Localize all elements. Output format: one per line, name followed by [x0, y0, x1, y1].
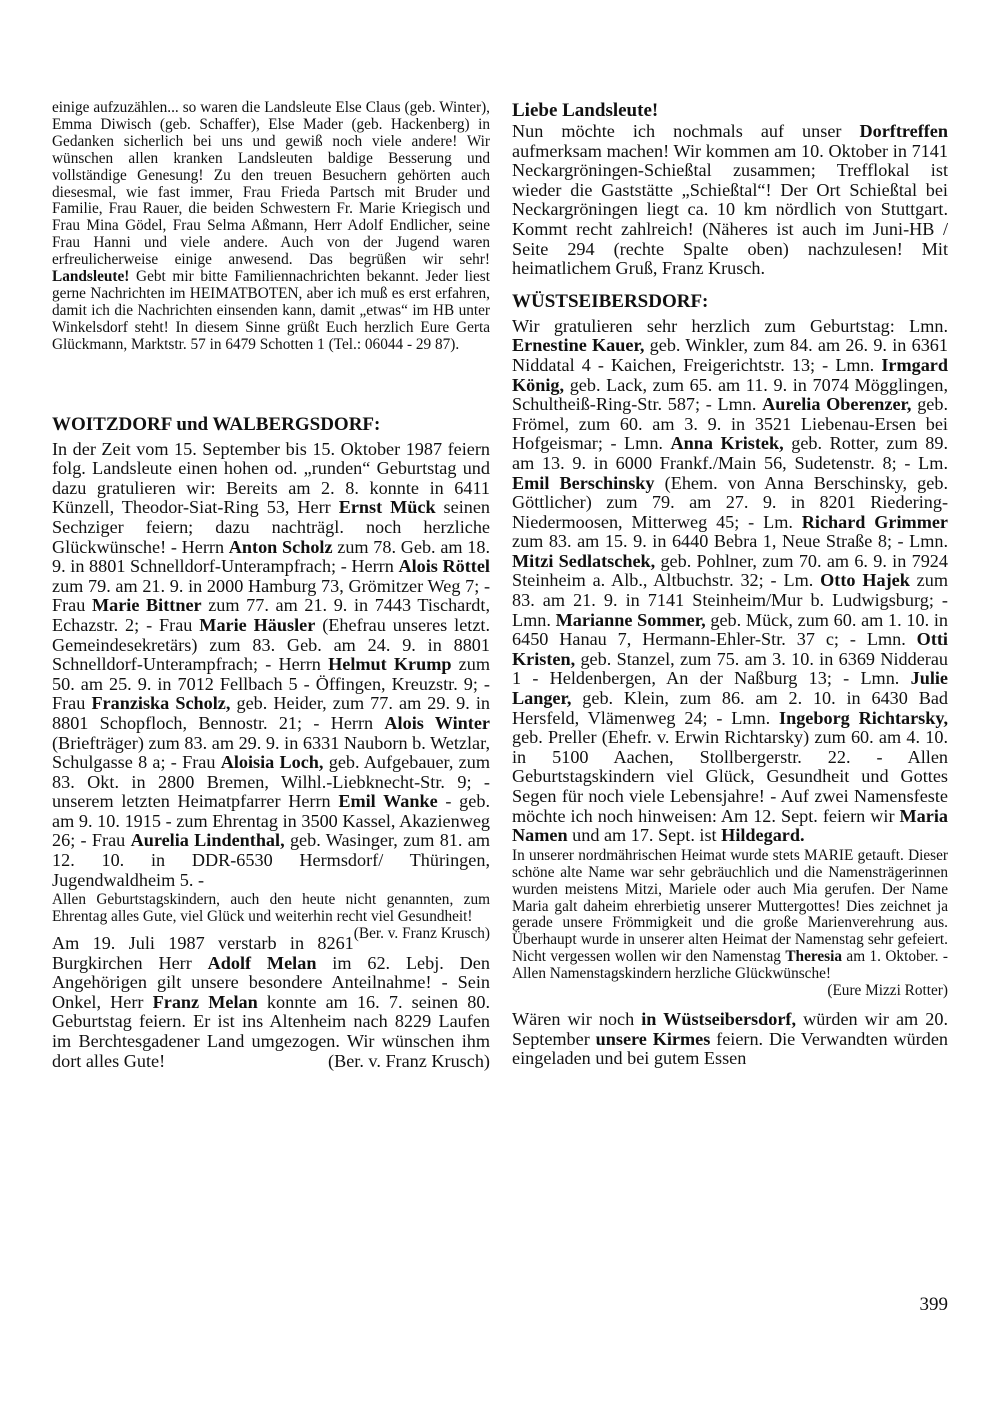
- text-run: In unserer nordmährischen Heimat wurde stets MARIE getauft. Dieser schöne alte Name war sehr gebräuchlich und die Namensträgerinnen wurden meistens Mitzi, Mariele oder auch Mia gerufen. Der Name Maria galt daheim ehrerbietig unserer Muttergottes! Dies zeichnet ja gerade unsere Frömmigkeit und die große Marienverehrung aus. Überhaupt wurde in unserer alten Heimat der Namenstag sehr gefeiert. Nicht vergessen wollen wir den Namenstag: [512, 846, 948, 966]
- kirmes-paragraph: [512, 1010, 948, 1069]
- bold-name-run: Marie Bittner: [91, 595, 202, 616]
- text-run: aufmerksam machen! Wir kommen am 10. Oktober in 7141 Neckargröningen-Schießtal zusammen; Trefflokal ist wieder die Gaststätte „Schießtal“! Der Ort Schießtal bei Neckargröningen liegt ca. 10 km nördlich von Stuttgart. Kommt recht zahlreich! (Näheres ist auch im Juni-HB / Seite 294 (rechte Spalte oben) nachzulesen! Mit heimatlichem Gruß, Franz Krusch.: [512, 140, 948, 279]
- text-run: In der Zeit vom 15. September bis 15. Oktober 1987 feiern folg. Landsleute einen hohen od. „runden“ Geburtstag und dazu gratulieren wir: Bereits am 2. 8. konnte in 6411 Künzell, Theodor-Siat-Ring 53, Herr: [52, 438, 490, 518]
- text-run: (Briefträger) zum 83. am 29. 9. in 6331 Nauborn b. Wetzlar, Schulgasse 8 a; - Frau: [52, 732, 490, 773]
- text-run: Wären wir noch: [512, 1008, 642, 1029]
- bold-name-run: Maria Namen: [512, 805, 948, 846]
- text-run: geb. Klein, zum 86. am 2. 10. in 6430 Bad Hersfeld, Vlämenweg 24; - Lmn.: [512, 688, 948, 728]
- text-run: würden wir am 20. September: [512, 1008, 949, 1049]
- bold-name-run: Hildegard.: [721, 825, 805, 846]
- bold-name-run: Aurelia Oberenzer,: [762, 394, 912, 415]
- text-run: zum 78. Geb. am 18. 9. in 8801 Schnelldorf-Unterampfrach; - Herrn: [52, 536, 490, 577]
- text-run: im 62. Lebj. Den Angehörigen gilt unsere besondere Anteilnahme! - Sein Onkel, Herr: [52, 952, 490, 1012]
- left-column: [52, 100, 490, 1071]
- bold-name-run: Marie Häusler: [199, 614, 316, 635]
- text-run: geb. Lack, zum 65. am 11. 9. in 7074 Mögglingen, Schultheiß-Ring-Str. 587; - Lmn.: [512, 374, 948, 415]
- bold-name-run: Aurelia Lindenthal,: [130, 830, 285, 851]
- text-run: feiern. Die Verwandten würden eingeladen und bei gutem Essen: [512, 1028, 948, 1069]
- marie-name-day-paragraph: [512, 848, 948, 983]
- text-run: geb. Frömel, zum 60. am 3. 9. in 3521 Liebenau-Ersen bei Hofgeismar; - Lmn.: [512, 394, 948, 454]
- bold-name-run: Mitzi Sedlatschek,: [512, 550, 656, 571]
- bold-name-run: Irmgard König,: [512, 354, 948, 395]
- winkelsdorf-report-paragraph: [52, 100, 490, 354]
- text-run: Nun möchte ich nochmals auf unser: [512, 121, 860, 141]
- text-run: (Ehem. von Anna Berschinsky, geb. Göttlicher) zum 79. am 27. 9. in 8201 Riedering-Niedermoosen, Mitterweg 45; - Lm.: [512, 472, 948, 532]
- text-run: und am 17. Sept. ist: [567, 825, 722, 846]
- melan-obituary-paragraph: [52, 934, 490, 1071]
- text-run: zum 79. am 21. 9. in 2000 Hamburg 73, Grömitzer Weg 7; - Frau: [52, 575, 490, 616]
- mizzi-rotter-credit: (Eure Mizzi Rotter): [827, 982, 948, 1000]
- text-run: seinen Sechziger feiern; dazu nachträgl. noch herzliche Glückwünsche! - Herrn: [52, 497, 491, 557]
- wuestseibersdorf-heading: WÜSTSEIBERSDORF:: [512, 290, 709, 312]
- text-run: zum 77. am 21. 9. in 7443 Tischardt, Echazstr. 2; - Frau: [52, 595, 490, 635]
- bold-name-run: Emil Wanke: [338, 791, 438, 812]
- text-run: geb. Heider, zum 77. am 29. 9. in 8801 Schopfloch, Bennostr. 21; - Herrn: [52, 693, 491, 733]
- bold-name-run: unsere Kirmes: [595, 1028, 711, 1049]
- right-column: [512, 100, 948, 1069]
- bold-name-run: Dorftreffen: [859, 121, 948, 141]
- text-run: (Ehefrau unseres letzt. Gemeindesekretärs) zum 83. Geb. am 24. 9. in 8801 Schnelldorf-Unterampfrach; - Herrn: [52, 614, 490, 675]
- bold-name-run: Adolf Melan: [207, 952, 317, 973]
- text-run: zum 83. am 15. 9. in 6440 Bebra 1, Neue Straße 8; - Lmn.: [512, 531, 948, 552]
- text-run: Gebt mir bitte Familiennachrichten bekannt. Jeder liest gerne Nachrichten im HEIMATBOTEN, aber ich muß es erst erfahren, damit ich die Nachrichten einsenden kann, damit „etwas“ im HB unter Winkelsdorf steht! In diesem Sinne grüßt Euch herzlich Eure Gerta Glückmann, Marktstr. 57 in 6479 Schotten 1 (Tel.: 06044 - 29 87).: [52, 268, 490, 353]
- text-run: geb. Pohlner, zum 70. am 6. 9. in 7924 Steinheim a. Alb., Altbuchstr. 32; - Lm.: [512, 550, 948, 591]
- text-run: geb. Stanzel, zum 75. am 3. 10. in 6369 Nidderau 1 - Heldenbergen, An der Naßburg 13; - Lmn.: [512, 648, 948, 689]
- bold-name-run: Anton Scholz: [228, 536, 333, 557]
- bold-name-run: Franziska Scholz,: [91, 693, 231, 714]
- bold-name-run: Alois Winter: [384, 712, 491, 733]
- bold-name-run: Helmut Krump: [328, 654, 452, 675]
- bold-name-run: Aloisia Loch,: [220, 752, 324, 773]
- woitzdorf-heading: WOITZDORF und WALBERGSDORF:: [52, 413, 381, 435]
- bold-name-run: Marianne Sommer,: [555, 609, 706, 630]
- text-run: - geb. am 9. 10. 1915 - zum Ehrentag in 3500 Kassel, Akazienweg 26; - Frau: [52, 791, 490, 851]
- melan-credit: (Ber. v. Franz Krusch): [328, 1050, 490, 1071]
- text-run: geb. Aufgebauer, zum 83. Okt. in 2800 Bremen, Wilhl.-Liebknecht-Str. 9; - unserem letzten Heimatpfarrer Herrn: [52, 752, 490, 812]
- text-run: geb. Preller (Ehefr. v. Erwin Richtarsky) zum 60. am 4. 10. in 5100 Aachen, Stollbergerstr. 22. - Allen Geburtstagskindern viel Glück, Gesundheit und Gottes Segen für noch viele Lebensjahre! - Auf zwei Namensfeste möchte ich noch hinweisen: Am 12. Sept. feiern wir: [512, 727, 948, 826]
- bold-name-run: Julie Langer,: [512, 668, 948, 709]
- melan-text: [52, 933, 490, 1071]
- bold-name-run: Richard Grimmer: [801, 511, 948, 532]
- text-run: Am 19. Juli 1987 verstarb in 8261 Burgkirchen Herr: [52, 933, 354, 973]
- bold-name-run: Otti Kristen,: [512, 629, 948, 669]
- woitzdorf-birthdays-paragraph: [52, 440, 490, 891]
- bold-name-run: Anna Kristek,: [670, 433, 784, 454]
- bold-name-run: Emil Berschinsky: [512, 472, 655, 493]
- text-run: geb. Wasinger, zum 81. am 12. 10. in DDR-6530 Hermsdorf/ Thüringen, Jugendwaldheim 5. -: [52, 830, 490, 890]
- bold-name-run: Ernestine Kauer,: [512, 335, 645, 356]
- text-run: zum 83. am 21. 9. in 7141 Steinheim/Mur b. Ludwigsburg; - Lmn.: [512, 570, 948, 630]
- dorftreffen-paragraph: [512, 122, 948, 279]
- bold-name-run: Landsleute!: [52, 268, 130, 286]
- text-run: geb. Winkler, zum 84. am 26. 9. in 6361 Niddatal 4 - Kaichen, Freigerichtstr. 13; - Lmn.: [512, 335, 948, 375]
- text-run: geb. Rotter, zum 89. am 13. 9. in 6000 Frankf./Main 56, Sudetenstr. 8; - Lm.: [512, 433, 948, 473]
- text-run: Wir gratulieren sehr herzlich zum Geburtstag: Lmn.: [512, 315, 948, 336]
- text-run: geb. Mück, zum 60. am 1. 10. in 6450 Hanau 7, Hermann-Ehler-Str. 37 c; - Lmn.: [512, 609, 949, 650]
- bold-name-run: Alois Röttel: [398, 556, 490, 577]
- wuestseibersdorf-birthdays-paragraph: [512, 317, 948, 846]
- page-number: 399: [919, 1294, 948, 1315]
- woitzdorf-wishes-text: Allen Geburtstagskindern, auch den heute nicht genannten, zum Ehrentag alles Gute, viel Glück und weiterhin recht viel Gesundheit!: [52, 891, 490, 926]
- bold-name-run: Otto Hajek: [820, 570, 910, 591]
- bold-name-run: in Wüstseibersdorf,: [641, 1008, 797, 1029]
- text-run: einige aufzuzählen... so waren die Landsleute Else Claus (geb. Winter), Emma Diwisch (geb. Schaffer), Else Mader (geb. Hackenberg) in Gedanken sicherlich bei uns und gewiß noch viele andere! Wir wünschen allen kranken Landsleuten baldige Besserung und vollständige Genesung! Zu den treuen Besuchern gehörten auch diesesmal, wie fast immer, Frau Frieda Partsch mit Bruder und Familie, Frau Rauer, die beiden Schwestern Fr. Marie Kriegisch und Frau Mina Gödel, Frau Selma Aßmann, Herr Adolf Endlicher, seine Frau Hanni und viele andere. Auch von der Jugend waren erfreulicherweise einige anwesend. Das begrüßen wir sehr!: [52, 99, 490, 269]
- bold-name-run: Ernst Mück: [338, 497, 436, 518]
- bold-name-run: Ingeborg Richtarsky,: [779, 707, 948, 728]
- text-run: konnte am 16. 7. seinen 80. Geburtstag feiern. Er ist ins Altenheim nach 8229 Laufen im Berchtesgadener Land umgezogen. Wir wünschen ihm dort alles Gute!: [52, 991, 490, 1071]
- text-run: zum 50. am 25. 9. in 7012 Fellbach 5 - Öffingen, Kreuzstr. 9; - Frau: [52, 654, 490, 714]
- woitzdorf-wishes-paragraph: [52, 891, 490, 943]
- bold-name-run: Franz Melan: [152, 991, 258, 1012]
- woitzdorf-credit: (Ber. v. Franz Krusch): [353, 925, 490, 943]
- liebe-landsleute-heading: Liebe Landsleute!: [512, 100, 659, 121]
- bold-name-run: Theresia: [785, 948, 843, 966]
- text-run: am 1. Oktober. - Allen Namenstagskindern herzliche Glückwünsche!: [512, 948, 948, 983]
